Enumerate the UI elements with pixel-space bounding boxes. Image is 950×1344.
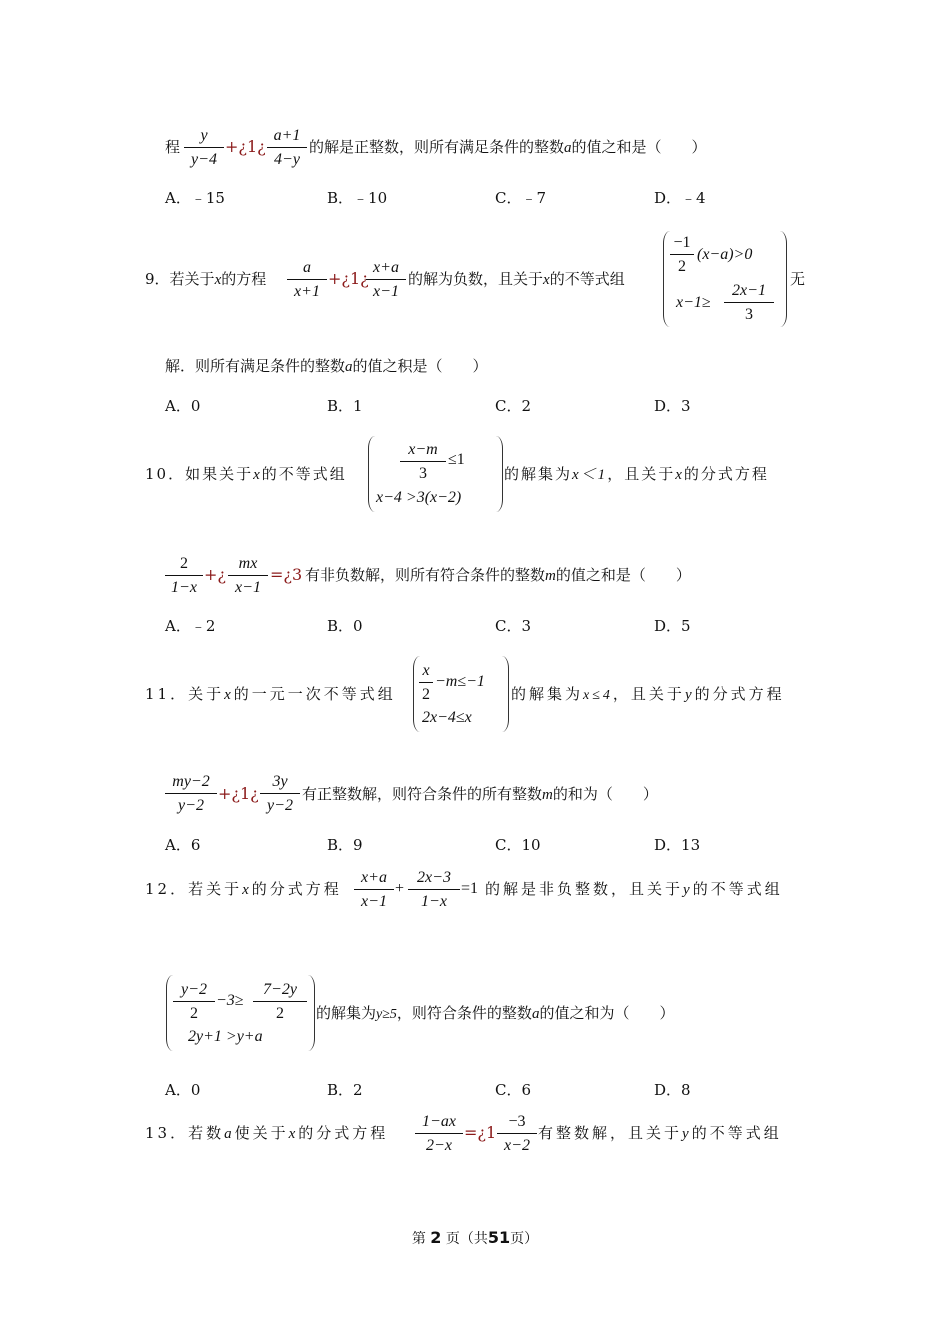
q11-fraction-1: my−2 y−2 bbox=[165, 773, 217, 817]
q10-right-brace bbox=[496, 436, 503, 512]
q10-eq-rest: =¿3 bbox=[270, 565, 303, 584]
q13-eq-mid: =¿1 bbox=[464, 1123, 497, 1142]
q10-option-a[interactable]: A．﹣2 bbox=[165, 617, 216, 635]
q8-fraction-1: y y−4 bbox=[184, 127, 224, 171]
q13-fraction-1: 1−ax 2−x bbox=[415, 1113, 463, 1157]
q9-right-brace bbox=[780, 231, 787, 327]
q12-option-d[interactable]: D．8 bbox=[654, 1081, 691, 1099]
q11-text: 11．关于x的一元一次不等式组 bbox=[145, 685, 396, 703]
q9-tail-wu: 无 bbox=[790, 270, 806, 288]
q12-fraction-1: x+a x−1 bbox=[354, 869, 394, 913]
q9-option-b[interactable]: B．1 bbox=[327, 397, 363, 415]
q10-ineq2: x−4 >3(x−2) bbox=[376, 489, 462, 506]
q12-plus: + bbox=[395, 880, 405, 897]
q8-lead: 程 bbox=[165, 138, 181, 156]
q10-option-d[interactable]: D．5 bbox=[654, 617, 691, 635]
q9-line-2: 解．则所有满足条件的整数a的值之积是（ ） bbox=[165, 357, 488, 375]
q10-line-2: 有非负数解，则所有符合条件的整数m的值之和是（ ） bbox=[305, 566, 691, 584]
q12-ineq1-fraction-2: 7−2y 2 bbox=[253, 981, 307, 1025]
q12-line-2: 的解集为y≥5，则符合条件的整数a的值之和为（ ） bbox=[316, 1004, 675, 1022]
page-number: 2 bbox=[430, 1228, 442, 1247]
q11-ineq1-rest: −m≤−1 bbox=[435, 673, 485, 690]
q10-ineq1-fraction: x−m 3 bbox=[400, 441, 446, 485]
q9-option-a[interactable]: A．0 bbox=[165, 397, 201, 415]
q10-eq-plus: +¿ bbox=[204, 565, 226, 584]
page-footer: 第 2 页（共51页） bbox=[411, 1228, 539, 1247]
q9-fraction-1: a x+1 bbox=[287, 259, 327, 303]
q12-ineq2: 2y+1 >y+a bbox=[188, 1028, 263, 1045]
q10-left-brace bbox=[368, 436, 375, 512]
q8-option-c[interactable]: C．﹣7 bbox=[495, 189, 547, 207]
q12-fraction-2: 2x−3 1−x bbox=[408, 869, 460, 913]
q12-right-brace bbox=[308, 975, 315, 1051]
q9-ineq2-left: x−1≥ bbox=[676, 294, 711, 311]
q12-ineq1-mid: −3≥ bbox=[216, 992, 244, 1009]
q10-text-2: 的解集为x＜1，且关于x的分式方程 bbox=[504, 465, 769, 483]
q11-option-d[interactable]: D．13 bbox=[654, 836, 701, 854]
q11-eq-mid: +¿1¿ bbox=[218, 784, 259, 803]
q11-ineq1-fraction: x 2 bbox=[419, 662, 433, 706]
q11-option-a[interactable]: A．6 bbox=[165, 836, 201, 854]
q10-option-c[interactable]: C．3 bbox=[495, 617, 532, 635]
q9-option-c[interactable]: C．2 bbox=[495, 397, 532, 415]
q12-option-c[interactable]: C．6 bbox=[495, 1081, 532, 1099]
q12-left-brace bbox=[166, 975, 173, 1051]
q8-option-a[interactable]: A．﹣15 bbox=[165, 189, 225, 207]
q12-option-a[interactable]: A．0 bbox=[165, 1081, 201, 1099]
q8-tail: 的解是正整数，则所有满足条件的整数a的值之和是（ ） bbox=[309, 138, 707, 156]
q10-fraction-1: 2 1−x bbox=[165, 555, 203, 599]
q9-ineq2-fraction: 2x−1 3 bbox=[724, 282, 774, 326]
q13-text: 13．若数a使关于x的分式方程 bbox=[145, 1124, 389, 1142]
q9-text-2: 的解为负数，且关于x的不等式组 bbox=[408, 270, 625, 288]
q9-left-brace bbox=[663, 231, 670, 327]
page-total: 51 bbox=[487, 1228, 511, 1247]
q12-eq-rest: =1 bbox=[461, 880, 479, 897]
q10-option-b[interactable]: B．0 bbox=[327, 617, 363, 635]
q9-eq-mid: +¿1¿ bbox=[328, 269, 369, 288]
q10-text: 10．如果关于x的不等式组 bbox=[145, 465, 347, 483]
q9-fraction-2: x+a x−1 bbox=[366, 259, 406, 303]
q9-ineq1-fraction: −1 2 bbox=[670, 234, 694, 278]
q8-option-d[interactable]: D．﹣4 bbox=[654, 189, 706, 207]
q9-text: 9．若关于x的方程 bbox=[145, 270, 267, 288]
q11-line-2: 有正整数解，则符合条件的所有整数m的和为（ ） bbox=[302, 785, 658, 803]
q9-option-d[interactable]: D．3 bbox=[654, 397, 691, 415]
q8-fraction-2: a+1 4−y bbox=[267, 127, 307, 171]
q12-text-2: 的解是非负整数，且关于y的不等式组 bbox=[485, 880, 783, 898]
q11-option-b[interactable]: B．9 bbox=[327, 836, 363, 854]
q11-ineq2: 2x−4≤x bbox=[422, 709, 472, 726]
q12-text: 12．若关于x的分式方程 bbox=[145, 880, 342, 898]
q12-option-b[interactable]: B．2 bbox=[327, 1081, 363, 1099]
q9-ineq1-rest: (x−a)>0 bbox=[697, 246, 753, 263]
q12-ineq1-fraction: y−2 2 bbox=[173, 981, 215, 1025]
q8-option-b[interactable]: B．﹣10 bbox=[327, 189, 388, 207]
q13-fraction-2: −3 x−2 bbox=[497, 1113, 537, 1157]
q10-fraction-2: mx x−1 bbox=[228, 555, 268, 599]
q11-right-brace bbox=[502, 656, 509, 732]
q11-fraction-2: 3y y−2 bbox=[260, 773, 300, 817]
q11-text-2: 的解集为x≤4，且关于y的分式方程 bbox=[511, 685, 785, 703]
q13-text-2: 有整数解，且关于y的不等式组 bbox=[538, 1124, 782, 1142]
q10-ineq1-rest: ≤1 bbox=[448, 451, 465, 468]
q8-eq-mid: +¿1¿ bbox=[225, 137, 266, 156]
q11-option-c[interactable]: C．10 bbox=[495, 836, 541, 854]
